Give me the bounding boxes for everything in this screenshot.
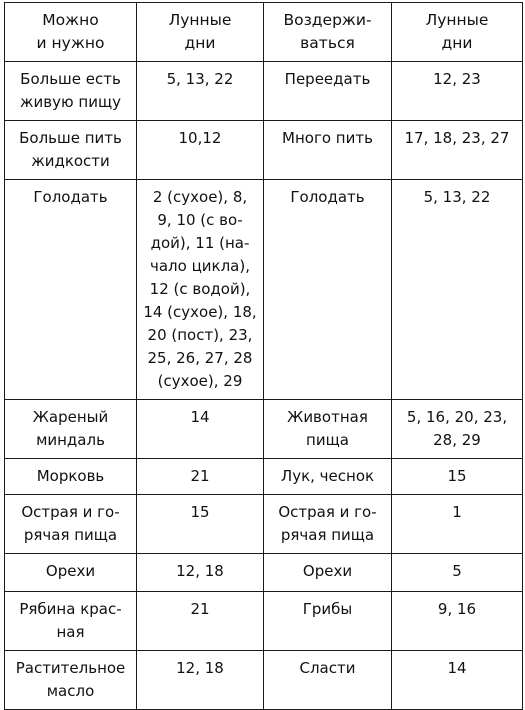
do-item: Голодать — [5, 180, 137, 400]
do-days: 15 — [137, 495, 264, 554]
do-days: 12, 18 — [137, 651, 264, 710]
table-row — [5, 554, 523, 592]
header-moon-days-2: Лунные дни — [392, 3, 523, 62]
avoid-item: Грибы — [264, 592, 392, 651]
avoid-item: Орехи — [264, 554, 392, 592]
avoid-item: Много пить — [264, 121, 392, 180]
do-days: 14 — [137, 400, 264, 459]
do-days: 2 (сухое), 8, 9, 10 (с во- дой), 11 (на- чало цикла), 12 (с водой), 14 (сухое), 18, 20 (пост), 23, 25, 26, 27, 28 (сухое), 29 — [137, 180, 264, 400]
avoid-days: 17, 18, 23, 27 — [392, 121, 523, 180]
do-item: Острая и го- рячая пища — [5, 495, 137, 554]
do-item: Морковь — [5, 459, 137, 495]
avoid-item: Лук, чеснок — [264, 459, 392, 495]
avoid-days: 1 — [392, 495, 523, 554]
avoid-item: Животная пища — [264, 400, 392, 459]
table-row — [5, 400, 523, 459]
lunar-diet-table — [4, 2, 523, 710]
table-row — [5, 592, 523, 651]
do-days: 21 — [137, 459, 264, 495]
do-item: Жареный миндаль — [5, 400, 137, 459]
avoid-days: 12, 23 — [392, 62, 523, 121]
avoid-days: 15 — [392, 459, 523, 495]
do-item: Орехи — [5, 554, 137, 592]
avoid-days: 5, 16, 20, 23, 28, 29 — [392, 400, 523, 459]
do-days: 5, 13, 22 — [137, 62, 264, 121]
do-days: 12, 18 — [137, 554, 264, 592]
table-row — [5, 180, 523, 400]
avoid-days: 5 — [392, 554, 523, 592]
header-row — [5, 3, 523, 62]
do-days: 21 — [137, 592, 264, 651]
header-moon-days-1: Лунные дни — [137, 3, 264, 62]
avoid-days: 5, 13, 22 — [392, 180, 523, 400]
table-row — [5, 459, 523, 495]
table-row — [5, 495, 523, 554]
avoid-item: Голодать — [264, 180, 392, 400]
avoid-days: 14 — [392, 651, 523, 710]
table-row — [5, 62, 523, 121]
do-item: Рябина крас- ная — [5, 592, 137, 651]
header-abstain: Воздержи- ваться — [264, 3, 392, 62]
avoid-item: Сласти — [264, 651, 392, 710]
avoid-item: Острая и го- рячая пища — [264, 495, 392, 554]
table-row — [5, 651, 523, 710]
header-can-do: Можно и нужно — [5, 3, 137, 62]
do-days: 10,12 — [137, 121, 264, 180]
avoid-item: Переедать — [264, 62, 392, 121]
do-item: Растительное масло — [5, 651, 137, 710]
do-item: Больше пить жидкости — [5, 121, 137, 180]
avoid-days: 9, 16 — [392, 592, 523, 651]
do-item: Больше есть живую пищу — [5, 62, 137, 121]
table-row — [5, 121, 523, 180]
